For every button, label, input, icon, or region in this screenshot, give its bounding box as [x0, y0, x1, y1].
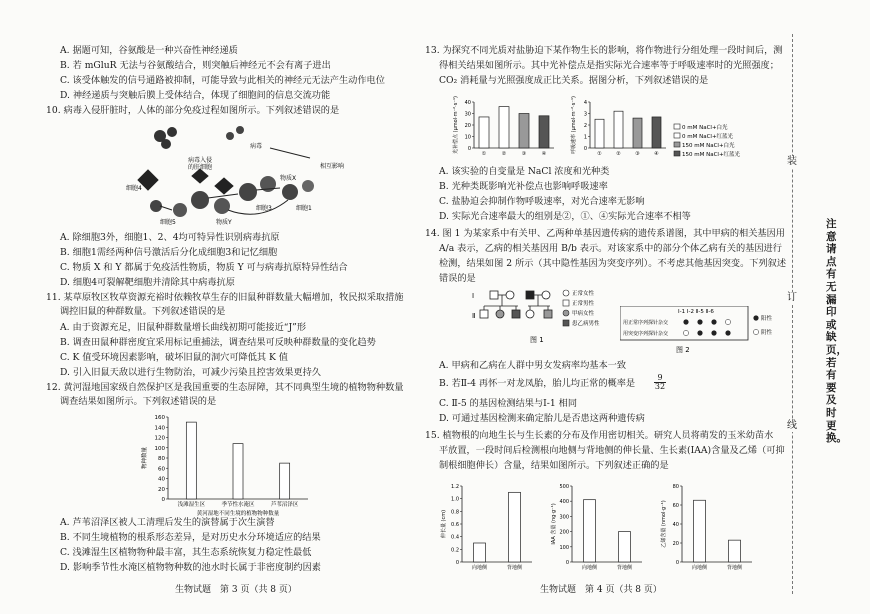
margin-char-1: 装 [787, 156, 797, 167]
y-axis-label: 物种数量 [142, 446, 148, 470]
y-tick-label: 400 [559, 499, 569, 506]
x-tick-label: ② [616, 151, 621, 157]
q10-option-b: B. 细胞1需经两种信号激活后分化成细胞3和记忆细胞 [60, 247, 278, 258]
svg-text:甲病女性: 甲病女性 [572, 311, 595, 317]
y-tick-label: 1.2 [451, 484, 459, 490]
y-tick-label: 1.0 [451, 496, 459, 503]
q12-option-a: A. 芦苇沼泽区被人工清理后发生的演替属于次生演替 [60, 517, 275, 528]
y-tick-label: 0.2 [451, 547, 459, 554]
bar-2 [729, 540, 741, 562]
q13-respiration-chart [570, 92, 670, 164]
y-tick-label: 200 [559, 529, 569, 536]
q10-option-a: A. 除细胞3外，细胞1、2、4均可特异性识别病毒抗原 [60, 232, 280, 243]
y-tick-label: 2 [583, 123, 587, 129]
x-tick-label: 背地侧 [616, 565, 633, 571]
label-cell3: 细胞3 [256, 205, 272, 212]
legend-1: 0 mM NaCl+白光 [682, 125, 728, 131]
label-substance-x: 物质X [280, 175, 297, 182]
y-tick-label: 0 [455, 560, 459, 566]
q14-option-d: D. 可通过基因检测来确定胎儿是否患这两种遗传病 [439, 413, 645, 424]
label-liver-cell: 的肝细胞 [188, 164, 213, 171]
binding-line [792, 34, 793, 594]
q14-option-b: B. 若Ⅱ-4 再怀一对龙凤胎，胎儿均正常的概率是 [439, 378, 636, 389]
q9-option-d: D. 神经递质与突触后膜上受体结合，体现了细胞间的信息交流功能 [60, 90, 331, 101]
y-tick-label: 60 [672, 503, 679, 509]
q13-legend [672, 122, 792, 160]
bar-4 [652, 117, 661, 148]
y-axis-label: 乙烯含量 (nmol·g⁻¹) [661, 500, 667, 548]
y-tick-label: 0 [467, 146, 471, 152]
q15-stem-line2: 平放置，一段时间后检测根向地侧与背地侧的伸长量、生长素(IAA)含量及乙烯（可抑 [439, 445, 785, 456]
q11-option-c: C. K 值受环境因素影响，破坏旧鼠的洞穴可降低其 K 值 [60, 352, 288, 363]
q12-stem-line1: 12. 黄河湿地国家级自然保护区是我国重要的生态屏障，其不同典型生境的植物物种数量 [46, 382, 404, 393]
q14-stem-line3: 检测，结果如图 2 所示（其中隐性基因为突变序列）。不考虑其他基因突变。下列叙述 [439, 258, 787, 269]
q14-option-c: C. Ⅱ-5 的基因检测结果与Ⅰ-1 相同 [439, 398, 578, 409]
q13-option-a: A. 该实验的自变量是 NaCl 浓度和光种类 [439, 166, 610, 177]
right-footer: 生物试题 第 4 页（共 8 页） [540, 585, 662, 595]
y-tick-label: 100 [559, 544, 569, 551]
y-tick-label: 160 [154, 415, 165, 421]
label-cell5: 细胞5 [160, 219, 176, 226]
y-tick-label: 0 [161, 497, 165, 503]
bar-3 [280, 463, 290, 499]
x-tick-label: 芦苇沼泽区 [270, 502, 299, 508]
fig2-caption: 图 2 [676, 346, 690, 354]
q13-stem-line1: 13. 为探究不同光质对盐胁迫下某作物生长的影响，将作物进行分组处理一段时间后，测 [425, 45, 783, 56]
q12-stem-line2: 调查结果如图所示。下列叙述错误的是 [60, 396, 217, 407]
y-tick-label: 40 [464, 100, 471, 106]
fraction-9-32: 9 32 [654, 373, 666, 391]
bar-2 [233, 444, 243, 499]
q13-option-b: B. 光种类既影响光补偿点也影响呼吸速率 [439, 181, 608, 192]
q13-stem-line2: 得相关结果如图所示。其中光补偿点是指实际光合速率等于呼吸速率时的光照强度； [439, 60, 779, 71]
label-cell1: 细胞1 [296, 205, 312, 212]
x-tick-label: 浅滩湿生区 [177, 502, 206, 508]
y-tick-label: 100 [154, 445, 165, 452]
q15-elongation-chart [440, 478, 540, 576]
y-tick-label: 0 [675, 560, 679, 566]
immune-diagram [120, 118, 350, 230]
q14-stem-line4: 错误的是 [439, 273, 476, 284]
x-tick-label: ④ [654, 151, 659, 157]
svg-text:Ⅰ: Ⅰ [472, 292, 475, 300]
x-tick-label: ① [481, 151, 487, 157]
q12-bar-chart [140, 411, 320, 517]
y-axis-label: 伸长量 (cm) [441, 509, 447, 539]
svg-text:患乙病男性: 患乙病男性 [572, 321, 600, 327]
y-axis-label: 呼吸速率 (μmol·m⁻²·s⁻¹) [571, 96, 577, 154]
margin-char-3: 线 [787, 420, 797, 431]
svg-text:正常男性: 正常男性 [572, 301, 595, 307]
q15-stem-line3: 制根细胞伸长）含量，结果如图所示。下列叙述正确的是 [439, 460, 669, 471]
label-substance-y: 物质Y [216, 219, 232, 226]
q14-stem-line2: A/a 表示，乙病的相关基因用 B/b 表示。对该家系中的部分个体乙病有关的基因进行 [439, 243, 782, 254]
q11-option-b: B. 调查田鼠种群密度宜采用标记重捕法，调查结果可反映种群数量的变化趋势 [60, 337, 376, 348]
y-tick-label: 80 [158, 456, 165, 462]
y-axis-label: 光补偿点 (μmol·m⁻²·s⁻¹) [453, 96, 459, 154]
q12-option-b: B. 不同生境植物的根系形态差异，是对历史水分环境适应的结果 [60, 532, 321, 543]
fig2-row-2: 用突变序列探针杂交 [623, 331, 669, 337]
q11-stem-line1: 11. 某草原牧区牧草资源充裕时依赖牧草生存的旧鼠种群数量大幅增加，牧民拟采取措施 [46, 292, 404, 303]
y-tick-label: 140 [154, 425, 165, 432]
q11-option-a: A. 由于资源充足，旧鼠种群数量增长曲线初期可能接近“J”形 [60, 322, 307, 333]
q13-compensation-chart [452, 92, 560, 164]
x-tick-label: 季节性水淹区 [221, 502, 255, 508]
label-interaction: 相互影响 [320, 163, 345, 170]
y-tick-label: 3 [583, 111, 587, 118]
y-tick-label: 0 [583, 146, 587, 152]
x-tick-label: 向地侧 [471, 565, 488, 571]
q10-stem: 10. 病毒入侵肝脏时，人体的部分免疫过程如图所示。下列叙述错误的是 [46, 105, 340, 116]
q14-option-a: A. 甲病和乙病在人群中男女发病率均基本一致 [439, 360, 627, 371]
q9-option-c: C. 该受体触发的信号通路被抑制，可能导致与此相关的神经元无法产生动作电位 [60, 75, 385, 86]
y-tick-label: 10 [464, 134, 471, 141]
q9-option-b: B. 若 mGluR 无法与谷氨酸结合，则突触后神经元不会有离子进出 [60, 60, 331, 71]
bar-3 [519, 114, 529, 149]
virus-cluster [154, 126, 244, 149]
q15-iaa-chart [550, 478, 650, 576]
svg-text:正常女性: 正常女性 [572, 291, 595, 297]
y-tick-label: 500 [559, 484, 569, 490]
q10-option-c: C. 物质 X 和 Y 都属于免疫活性物质，物质 Y 可与病毒抗原特异性结合 [60, 262, 348, 273]
svg-text:Ⅱ: Ⅱ [472, 312, 476, 320]
bar-1 [474, 543, 486, 562]
y-tick-label: 30 [464, 111, 471, 118]
y-tick-label: 80 [672, 484, 679, 490]
svg-text:阴性: 阴性 [761, 330, 773, 336]
fig2-row-1: 用正常序列探针杂交 [623, 320, 669, 326]
q9-option-a: A. 据题可知，谷氨酸是一种兴奋性神经递质 [60, 45, 238, 56]
y-tick-label: 40 [158, 476, 165, 483]
q13-option-c: C. 盐胁迫会抑制作物呼吸速率，对光合速率无影响 [439, 196, 645, 207]
y-tick-label: 0 [565, 560, 569, 566]
legend-2: 0 mM NaCl+红蓝光 [682, 134, 734, 140]
svg-text:阳性: 阳性 [761, 316, 773, 322]
q14-stem-line1: 14. 图 1 为某家系中有关甲、乙两种单基因遗传病的遗传系谱图，其中甲病的相关基因用 [425, 228, 785, 239]
q11-stem-line2: 调控旧鼠的种群数量。下列叙述错误的是 [60, 306, 226, 317]
pedigree-figure [470, 288, 620, 346]
y-tick-label: 0.4 [451, 534, 459, 541]
print-check-note: 注意请点有无漏印或缺页，若有要及时更换。 [826, 218, 847, 445]
q12-option-c: C. 浅滩湿生区植物物种最丰富，其生态系统恢复力稳定性最低 [60, 547, 312, 558]
x-tick-label: ④ [541, 151, 547, 157]
label-cell4: 细胞4 [126, 185, 142, 192]
q12-option-d: D. 影响季节性水淹区植物物种数的池水时长属于非密度制约因素 [60, 562, 321, 573]
gene-detection-figure [620, 306, 788, 356]
q12-caption: 黄河湿地不同生境的植物物种数量 [196, 511, 280, 517]
x-tick-label: 向地侧 [581, 565, 598, 571]
y-tick-label: 1 [583, 134, 587, 141]
x-tick-label: ③ [635, 151, 640, 157]
bar-2 [499, 107, 509, 148]
bar-2 [509, 492, 521, 562]
bar-4 [539, 116, 549, 148]
bar-2 [614, 111, 623, 148]
label-virus: 病毒 [250, 143, 263, 150]
x-tick-label: ② [501, 151, 507, 157]
y-tick-label: 0.6 [451, 522, 459, 528]
y-tick-label: 20 [464, 123, 471, 129]
y-tick-label: 60 [158, 466, 165, 473]
q11-option-d: D. 引入旧鼠天敌以进行生物防治，可减少污染且控害效果更持久 [60, 367, 321, 378]
y-tick-label: 4 [583, 100, 587, 106]
bar-2 [619, 532, 631, 562]
q13-stem-line3: CO₂ 消耗量与光照强度成正比关系。据图分析，下列叙述错误的是 [439, 75, 709, 86]
y-tick-label: 20 [672, 541, 679, 547]
bar-1 [479, 117, 489, 148]
y-tick-label: 120 [154, 435, 165, 442]
x-tick-label: 向地侧 [691, 565, 708, 571]
y-tick-label: 40 [672, 522, 679, 528]
pedigree-caption: 图 1 [530, 336, 544, 344]
margin-char-2: 订 [787, 292, 797, 303]
q13-option-d: D. 实际光合速率最大的组别是②，①、④实际光合速率不相等 [439, 211, 691, 222]
y-tick-label: 20 [158, 486, 165, 493]
legend-3: 150 mM NaCl+白光 [682, 143, 735, 149]
fig2-header: Ⅰ-1 Ⅰ-2 Ⅱ-5 Ⅱ-6 [678, 309, 714, 315]
x-tick-label: 背地侧 [506, 565, 523, 571]
x-tick-label: ③ [521, 151, 527, 157]
legend-4: 150 mM NaCl+红蓝光 [682, 152, 741, 158]
y-tick-label: 300 [559, 514, 569, 521]
bar-1 [186, 422, 196, 499]
bar-1 [694, 500, 706, 562]
q15-stem-line1: 15. 植物根的向地生长与生长素的分布及作用密切相关。研究人员将萌发的玉米幼苗水 [425, 430, 774, 441]
y-axis-label: IAA 含量 (ng·g⁻¹) [551, 503, 557, 545]
x-tick-label: ① [597, 151, 602, 157]
left-footer: 生物试题 第 3 页（共 8 页） [175, 585, 297, 595]
x-tick-label: 背地侧 [726, 565, 743, 571]
label-virus-infected: 病毒入侵 [188, 157, 213, 164]
y-tick-label: 0.8 [451, 509, 459, 516]
q15-ethylene-chart [660, 478, 760, 576]
q10-option-d: D. 细胞4可裂解靶细胞并清除其中病毒抗原 [60, 277, 235, 288]
bar-3 [633, 118, 642, 148]
bar-1 [584, 500, 596, 562]
bar-1 [595, 119, 604, 148]
